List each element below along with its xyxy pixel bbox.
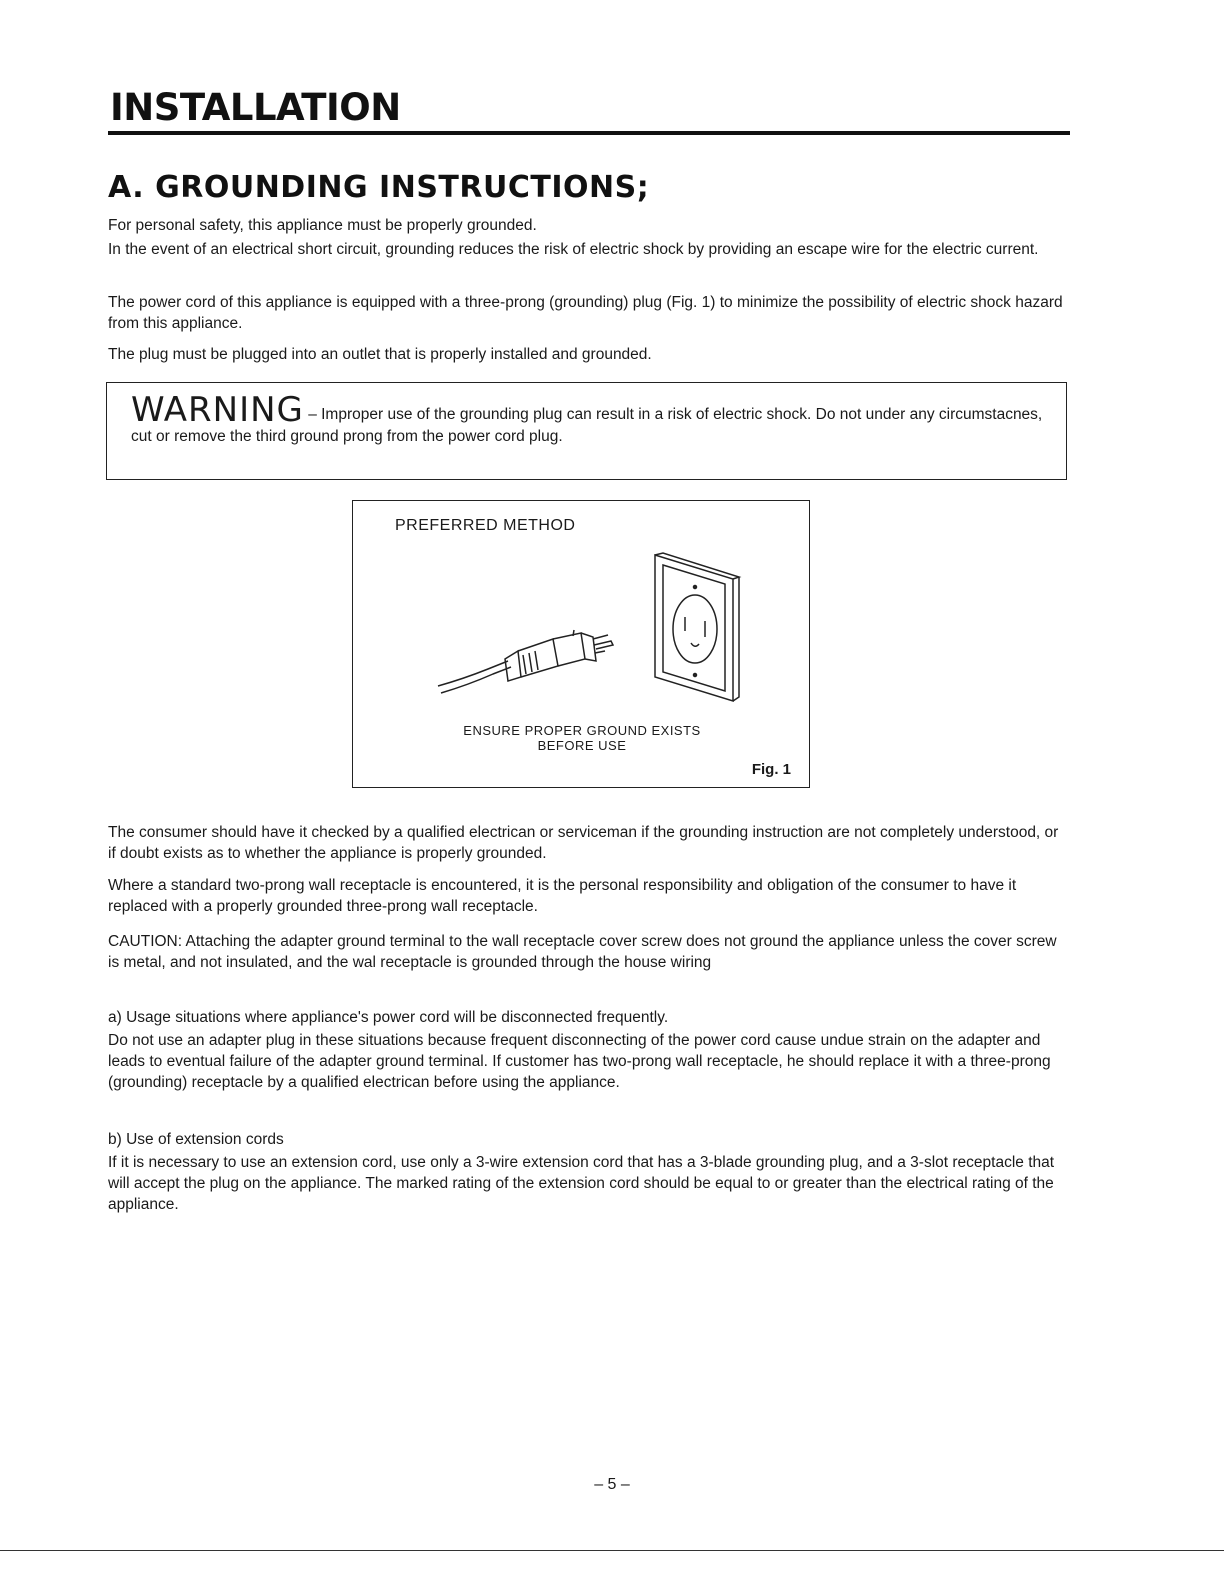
figure-label: PREFERRED METHOD [395, 517, 576, 534]
intro-paragraph-4: The plug must be plugged into an outlet that is properly installed and grounded. [108, 346, 652, 363]
body-paragraph-2: Where a standard two-prong wall receptacle is encountered, it is the personal responsibility and obligation of the consumer to have it replaced with a properly grounded three-prong wall receptacle. [108, 877, 1017, 915]
page-heading: INSTALLATION [110, 86, 401, 129]
three-prong-plug-icon [505, 630, 613, 681]
page-number: – 5 – [594, 1476, 630, 1493]
caution-paragraph: CAUTION: Attaching the adapter ground terminal to the wall receptacle cover screw does not ground the appliance unless the cover screw is metal, and not insulated, and the wal receptacle is grounded through the house wiring [108, 933, 1057, 971]
grounded-outlet-icon [655, 553, 739, 701]
warning-box [106, 382, 1067, 480]
usage-heading-a: a) Usage situations where appliance's power cord will be disconnected frequently. [108, 1009, 669, 1026]
figure-caption-line-1: ENSURE PROPER GROUND EXISTS [463, 723, 701, 738]
warning-title: WARNING [131, 390, 304, 430]
heading-rule [108, 131, 1070, 135]
figure-1 [352, 500, 810, 788]
body-paragraph-1: The consumer should have it checked by a qualified electrican or serviceman if the grounding instruction are not completely understood, or if doubt exists as to whether the appliance is properly grounded. [108, 824, 1059, 862]
figure-number: Fig. 1 [751, 761, 791, 778]
figure-caption [353, 723, 811, 753]
usage-heading-b: b) Use of extension cords [108, 1131, 284, 1148]
body-paragraph-4: If it is necessary to use an extension cord, use only a 3-wire extension cord that has a 3-blade grounding plug, and a 3-slot receptacle that will accept the plug on the appliance. The marked rating of the extension cord should be equal to or greater than the electrical rating of the appliance. [108, 1154, 1055, 1213]
figure-caption-line-2: BEFORE USE [537, 738, 627, 753]
intro-paragraph-1: For personal safety, this appliance must be properly grounded. [108, 217, 537, 234]
footer-rule [0, 1550, 1224, 1551]
warning-text: – Improper use of the grounding plug can result in a risk of electric shock. Do not under any circumstacnes, cut or remove the third ground prong from the power cord plug. [131, 406, 1043, 445]
plug-outlet-illustration [433, 551, 753, 711]
body-paragraph-3: Do not use an adapter plug in these situations because frequent disconnecting of the power cord cause undue strain on the adapter and leads to eventual failure of the adapter ground terminal. If customer has two-prong wall receptacle, he should replace it with a three-prong (grounding) receptacle by a qualified electrican before using the appliance. [108, 1032, 1051, 1091]
warning-content [131, 390, 1043, 448]
intro-paragraph-2: In the event of an electrical short circuit, grounding reduces the risk of electric shock by providing an escape wire for the electric current. [108, 241, 1039, 258]
section-title: A. GROUNDING INSTRUCTIONS; [108, 170, 650, 205]
intro-paragraph-3: The power cord of this appliance is equipped with a three-prong (grounding) plug (Fig. 1) to minimize the possibility of electric shock hazard from this appliance. [108, 294, 1063, 332]
